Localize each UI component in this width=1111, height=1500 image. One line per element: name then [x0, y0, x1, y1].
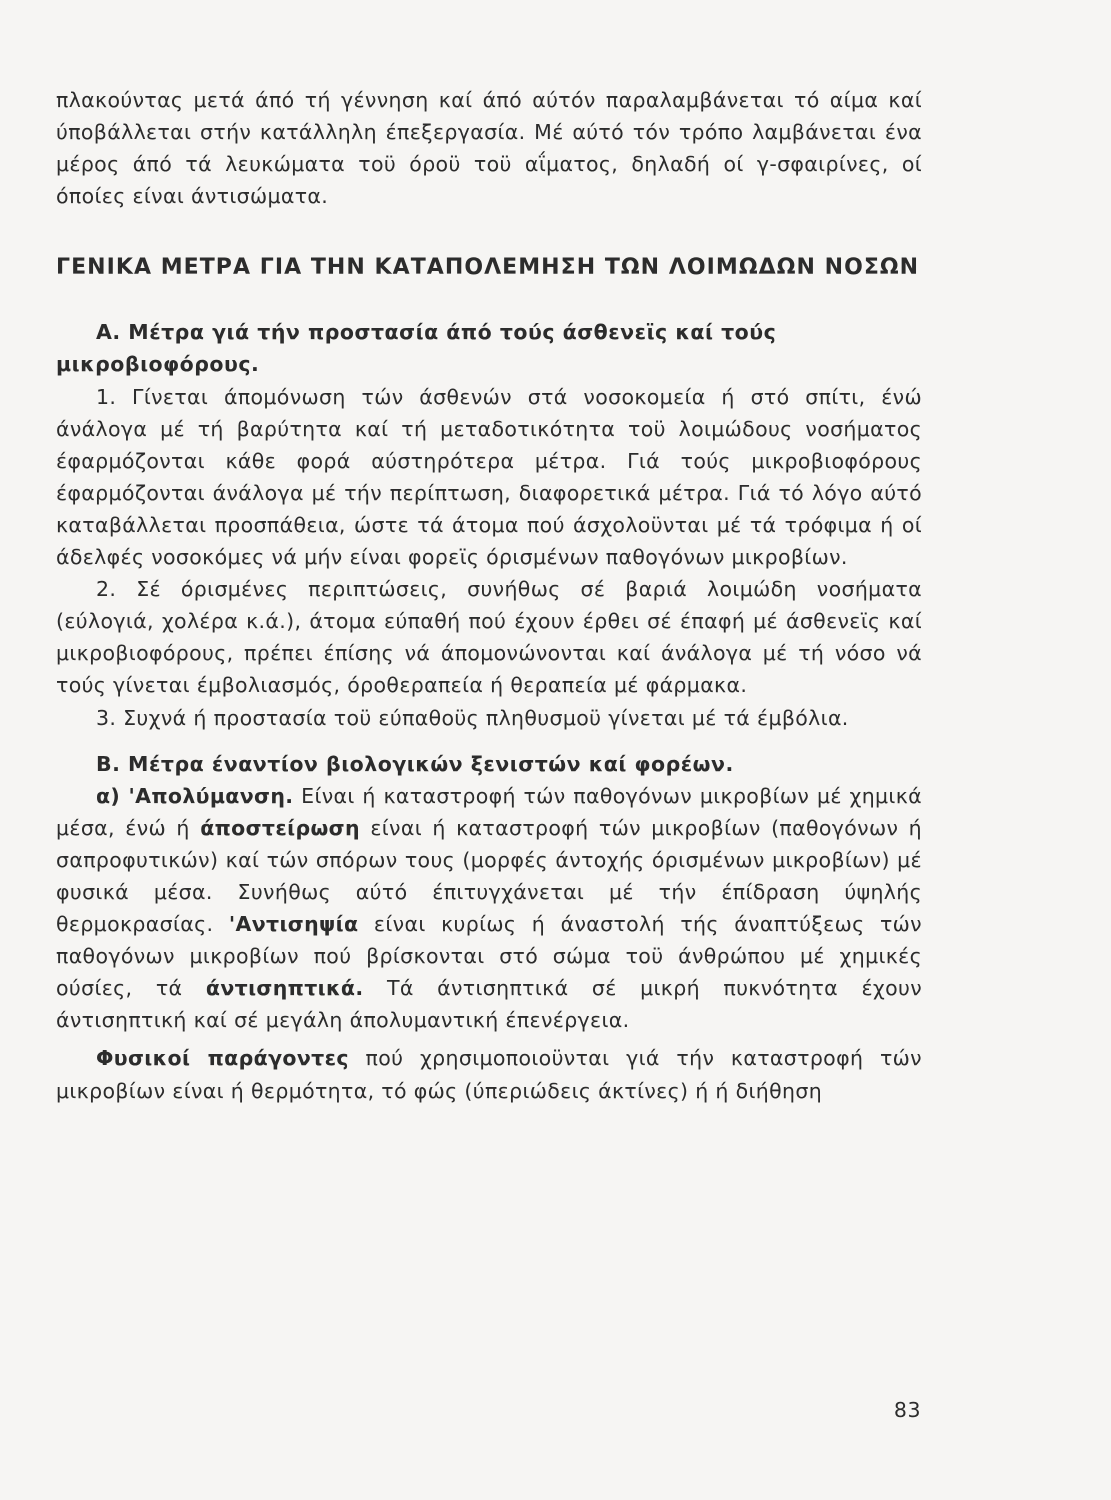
physical-factors-text: πού χρησιμοποιοϋνται γιά τήν καταστροφή τών μικροβίων είναι ή θερμότητα, τό φώς (ύπεριώδεις άκτίνες) ή ή διήθηση	[56, 1046, 922, 1103]
section-a-item-1: 1. Γίνεται άπομόνωση τών άσθενών στά νοσοκομεία ή στό σπίτι, ένώ άνάλογα μέ τή βαρύτητα καί τή μεταδοτικότητα τοϋ λοιμώδους νοσήματος έφαρμόζονται κάθε φορά αύστηρότερα μέτρα. Γιά τούς μικροβιοφόρους έφαρμόζονται άνάλογα μέ τήν περίπτωση, διαφορετικά μέτρα. Γιά τό λόγο αύτό καταβάλλεται προσπάθεια, ώστε τά άτομα πού άσχολοϋνται μέ τά τρόφιμα ή οί άδελφές νοσοκόμες νά μήν είναι φορεϊς όρισμένων παθογόνων μικροβίων.	[56, 384, 922, 570]
intro-paragraph: πλακούντας μετά άπό τή γέννηση καί άπό αύτόν παραλαμβάνεται τό αίμα καί ύποβάλλεται στήν κατάλληλη έπεξεργασία. Μέ αύτό τόν τρόπο λαμβάνεται ένα μέρος άπό τά λευκώματα τοϋ όροϋ τοϋ αΐματος, δηλαδή οί γ-σφαιρίνες, οί όποίες είναι άντισώματα.	[56, 88, 922, 209]
section-a-item-2: 2. Σέ όρισμένες περιπτώσεις, συνήθως σέ βαριά λοιμώδη νοσήματα (εύλογιά, χολέρα κ.ά.), άτομα εύπαθή πού έχουν έρθει σέ έπαφή μέ άσθενεϊς καί μικροβιοφόρους, πρέπει έπίσης νά άπομονώνονται καί άνάλογα μέ τή νόσο νά τούς γίνεται έμβολιασμός, όροθεραπεία ή θεραπεία μέ φάρμακα.	[56, 577, 922, 698]
section-heading: ΓΕΝΙΚΑ ΜΕΤΡΑ ΓΙΑ ΤΗΝ ΚΑΤΑΠΟΛΕΜΗΣΗ ΤΩΝ ΛΟΙΜΩΔΩΝ ΝΟΣΩΝ	[56, 255, 920, 281]
disinfection-text-4: Τά άντισηπτικά σέ μικρή πυκνότητα έχουν άντισηπτική καί σέ μεγάλη άπολυμαντική έπενέργεια.	[56, 976, 923, 1033]
section-a-item-3: 3. Συχνά ή προστασία τοϋ εύπαθοϋς πληθυσμοϋ γίνεται μέ τά έμβόλια.	[96, 705, 849, 730]
section-b-title: Β. Μέτρα έναντίον βιολογικών ξενιστών καί φορέων.	[96, 751, 734, 776]
disinfection-paragraph	[56, 780, 922, 1037]
disinfection-text-2: είναι ή καταστροφή τών μικροβίων (παθογόνων ή σαπροφυτικών) καί τών σπόρων τους (μορφές άντοχής όρισμένων μικροβίων) μέ φυσικά μέσα. Συνήθως αύτό έπιτυγχάνεται μέ τήν έπίδραση ύψηλής θερμοκρασίας.	[56, 815, 922, 937]
page-number: 83	[893, 1398, 921, 1422]
antiseptics-term: άντισηπτικά.	[205, 976, 364, 1001]
physical-factors-term: Φυσικοί παράγοντες	[96, 1046, 349, 1071]
physical-factors-paragraph	[56, 1042, 922, 1106]
disinfection-text-3: είναι κυρίως ή άναστολή τής άναπτύξεως τών παθογόνων μικροβίων πού βρίσκονται στό σώμα τοϋ άνθρώπου μέ χημικές ούσίες, τά	[56, 912, 922, 1001]
section-a-title: Α. Μέτρα γιά τήν προστασία άπό τούς άσθενεϊς καί τούς μικροβιοφόρους.	[56, 320, 777, 377]
page-content	[56, 84, 922, 1107]
sterilization-term: άποστείρωση	[200, 815, 360, 840]
antisepsis-term: 'Αντισηψία	[228, 912, 359, 937]
disinfection-text-1: Είναι ή καταστροφή τών παθογόνων μικροβίων μέ χημικά μέσα, ένώ ή	[56, 783, 923, 840]
disinfection-label: α) 'Απολύμανση.	[96, 783, 294, 808]
